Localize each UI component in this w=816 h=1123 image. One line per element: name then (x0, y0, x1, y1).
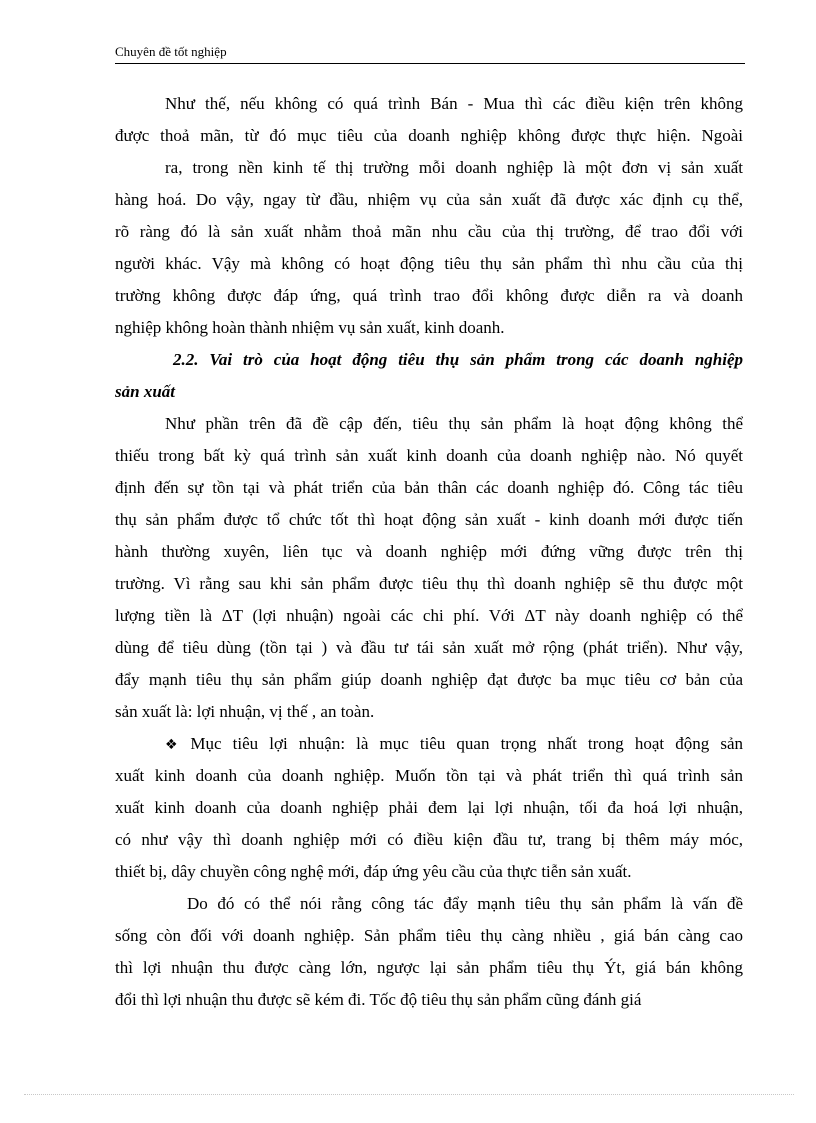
paragraph-line: trường không được đáp ứng, quá trình trao đổi không được diễn ra và doanh (115, 286, 743, 305)
paragraph-line: thiếu trong bất kỳ quá trình sản xuất kinh doanh của doanh nghiệp nào. Nó quyết (115, 446, 743, 465)
paragraph-line: được thoả mãn, từ đó mục tiêu của doanh nghiệp không được thực hiện. Ngoài (115, 126, 743, 145)
section-heading: 2.2. Vai trò của hoạt động tiêu thụ sản phẩm trong các doanh nghiệp (173, 350, 743, 369)
diamond-bullet-icon: ❖ (165, 737, 185, 753)
paragraph-line: ra, trong nền kinh tế thị trường mỗi doanh nghiệp là một đơn vị sản xuất (165, 158, 743, 177)
page-bottom-divider (24, 1094, 794, 1095)
paragraph-line: thì lợi nhuận thu được càng lớn, ngược lại sản phẩm tiêu thụ Ýt, giá bán không (115, 958, 743, 977)
paragraph-line: xuất kinh doanh của doanh nghiệp phải đem lại lợi nhuận, tối đa hoá lợi nhuận, (115, 798, 743, 817)
paragraph-line: Do đó có thể nói rằng công tác đẩy mạnh tiêu thụ sản phẩm là vấn đề (187, 894, 743, 913)
paragraph-line: xuất kinh doanh của doanh nghiệp. Muốn tồn tại và phát triển thì quá trình sản (115, 766, 743, 785)
paragraph-line: đổi thì lợi nhuận thu được sẽ kém đi. Tốc độ tiêu thụ sản phẩm cũng đánh giá (115, 990, 642, 1009)
bullet-text: Mục tiêu lợi nhuận: là mục tiêu quan trọng nhất trong hoạt động sản (190, 734, 743, 753)
paragraph-line: hành thường xuyên, liên tục và doanh nghiệp mới đứng vững được trên thị (115, 542, 743, 561)
paragraph-line: nghiệp không hoàn thành nhiệm vụ sản xuất, kinh doanh. (115, 318, 505, 337)
page-header (115, 44, 745, 60)
paragraph-line: thụ sản phẩm được tổ chức tốt thì hoạt động sản xuất - kinh doanh mới được tiến (115, 510, 743, 529)
paragraph-line: lượng tiền là ΔT (lợi nhuận) ngoài các chi phí. Với ΔT này doanh nghiệp có thể (115, 606, 743, 625)
paragraph-line: người khác. Vậy mà không có hoạt động tiêu thụ sản phẩm thì nhu cầu của thị (115, 254, 743, 273)
paragraph-line: dùng để tiêu dùng (tồn tại ) và đầu tư tái sản xuất mở rộng (phát triển). Như vậy, (115, 638, 743, 657)
bullet-paragraph-line (115, 728, 743, 760)
section-heading: sản xuất (115, 382, 175, 401)
paragraph-line: đẩy mạnh tiêu thụ sản phẩm giúp doanh nghiệp đạt được ba mục tiêu cơ bản của (115, 670, 743, 689)
paragraph-line: rõ ràng đó là sản xuất nhằm thoả mãn nhu cầu của thị trường, để trao đổi với (115, 222, 743, 241)
paragraph-line: trường. Vì rằng sau khi sản phẩm được tiêu thụ thì doanh nghiệp sẽ thu được một (115, 574, 743, 593)
paragraph-line: hàng hoá. Do vậy, ngay từ đầu, nhiệm vụ của sản xuất đã được xác định cụ thể, (115, 190, 743, 209)
paragraph-line: Như phần trên đã đề cập đến, tiêu thụ sản phẩm là hoạt động không thể (165, 414, 743, 433)
paragraph-line: Như thế, nếu không có quá trình Bán - Mua thì các điều kiện trên không (165, 94, 743, 113)
header-divider (115, 63, 745, 64)
paragraph-line: thiết bị, dây chuyền công nghệ mới, đáp ứng yêu cầu của thực tiễn sản xuất. (115, 862, 632, 881)
paragraph-line: sống còn đối với doanh nghiệp. Sản phẩm tiêu thụ càng nhiều , giá bán càng cao (115, 926, 743, 945)
header-title: Chuyên đề tốt nghiệp (115, 44, 227, 59)
paragraph-line: có như vậy thì doanh nghiệp mới có điều kiện đầu tư, trang bị thêm máy móc, (115, 830, 743, 849)
paragraph-line: định đến sự tồn tại và phát triển của bản thân các doanh nghiệp đó. Công tác tiêu (115, 478, 743, 497)
document-body (115, 88, 743, 1016)
paragraph-line: sản xuất là: lợi nhuận, vị thế , an toàn. (115, 702, 375, 721)
